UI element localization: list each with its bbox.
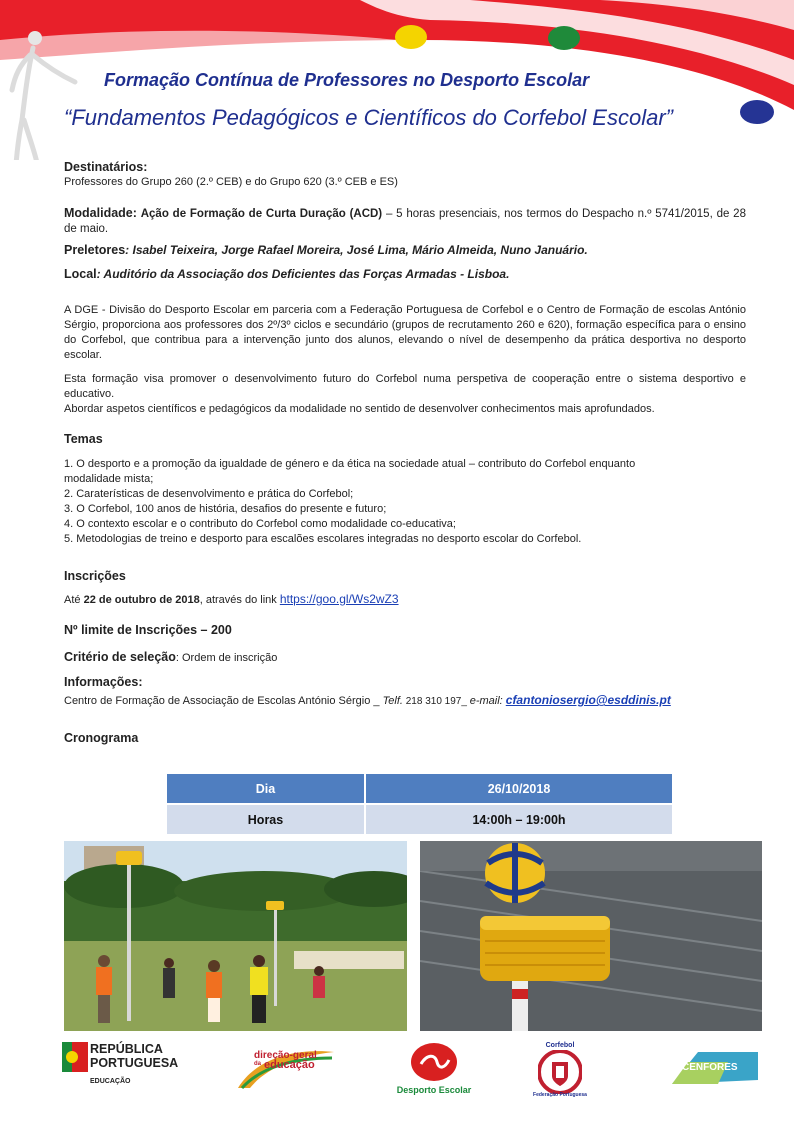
inscricoes-section bbox=[64, 569, 746, 608]
table-cell-value: 26/10/2018 bbox=[365, 773, 673, 804]
table-cell-label: Horas bbox=[166, 804, 365, 835]
inscricoes-date: 22 de outubro de 2018 bbox=[83, 594, 200, 606]
inscricoes-prefix: Até bbox=[64, 594, 84, 606]
temas-label: Temas bbox=[64, 432, 103, 446]
cronograma-label: Cronograma bbox=[64, 731, 139, 745]
preletores-text: : Isabel Teixeira, Jorge Rafael Moreira, José Lima, Mário Almeida, Nuno Januário. bbox=[125, 243, 588, 257]
header-subtitle: “Fundamentos Pedagógicos e Científicos do Corfebol Escolar” bbox=[64, 105, 673, 130]
intro-paragraph: Esta formação visa promover o desenvolvimento futuro do Corfebol numa perspetiva de cooperação entre o sistema desportivo e educativo. bbox=[64, 373, 746, 400]
intro-paragraph: Abordar aspetos científicos e pedagógicos da modalidade no sentido de desenvolver conhecimentos mais aprofundados. bbox=[64, 403, 655, 415]
inscricoes-link[interactable]: https://goo.gl/Ws2wZ3 bbox=[279, 592, 399, 606]
list-item: 3. O Corfebol, 100 anos de história, desafios do presente e futuro; bbox=[64, 503, 387, 515]
preletores-section bbox=[64, 243, 746, 258]
preletores-label: Preletores bbox=[64, 243, 126, 257]
informacoes-org: Centro de Formação de Associação de Escolas António Sérgio _ bbox=[64, 695, 383, 707]
logo-corfebol bbox=[530, 1040, 590, 1100]
limite-text: Nº limite de Inscrições – 200 bbox=[64, 623, 232, 637]
informacoes-label: Informações: bbox=[64, 675, 143, 689]
table-cell-label: Dia bbox=[166, 773, 365, 804]
logo-dge bbox=[236, 1040, 336, 1100]
cronograma-table bbox=[165, 772, 674, 836]
email-label: e-mail: bbox=[469, 695, 506, 707]
logo-republica-portuguesa bbox=[62, 1040, 182, 1100]
list-item: 1. O desporto e a promoção da igualdade de género e da ética na sociedade atual – contributo do Corfebol enquanto bbox=[64, 458, 636, 470]
local-text: : Auditório da Associação dos Deficientes das Forças Armadas - Lisboa. bbox=[96, 267, 510, 281]
criterio-text: Ordem de inscrição bbox=[181, 652, 278, 664]
telf-label: Telf. bbox=[382, 695, 403, 707]
destinatarios-text: Professores do Grupo 260 (2.º CEB) e do Grupo 620 (3.º CEB e ES) bbox=[64, 176, 398, 188]
logo-cenfores bbox=[668, 1040, 760, 1100]
photo-basket-closeup bbox=[420, 841, 762, 1031]
dge-line3: educação bbox=[264, 1059, 315, 1071]
cronograma-section bbox=[64, 731, 746, 747]
logo-desporto-escolar bbox=[383, 1040, 485, 1100]
local-section bbox=[64, 267, 746, 282]
temas-section bbox=[64, 432, 746, 547]
header-title: Formação Contínua de Professores no Desporto Escolar bbox=[104, 70, 590, 90]
desporto-escolar-label: Desporto Escolar bbox=[396, 1085, 472, 1095]
modalidade-label: Modalidade: bbox=[64, 206, 137, 220]
table-row bbox=[166, 773, 673, 804]
criterio-section bbox=[64, 650, 746, 666]
table-cell-value: 14:00h – 19:00h bbox=[365, 804, 673, 835]
destinatarios-label: Destinatários: bbox=[64, 160, 148, 174]
limite-section bbox=[64, 623, 746, 639]
dge-line2: da bbox=[254, 1061, 262, 1067]
list-item: 4. O contexto escolar e o contributo do Corfebol como modalidade co-educativa; bbox=[64, 518, 456, 530]
list-item: modalidade mista; bbox=[64, 473, 154, 485]
corfebol-label: Corfebol bbox=[545, 1042, 575, 1049]
criterio-label: Critério de seleção bbox=[64, 650, 176, 664]
informacoes-section bbox=[64, 675, 746, 709]
modalidade-section bbox=[64, 206, 746, 237]
criterio-sep: : bbox=[175, 652, 182, 664]
email-link[interactable]: cfantoniosergio@esddinis.pt bbox=[505, 693, 671, 707]
local-label: Local bbox=[64, 267, 97, 281]
modalidade-value: Ação de Formação de Curta Duração (ACD) bbox=[140, 208, 383, 220]
list-item: 5. Metodologias de treino e desporto para escalões escolares integradas no desporto escolar do Corfebol. bbox=[64, 533, 582, 545]
inscricoes-label: Inscrições bbox=[64, 569, 126, 583]
intro-section bbox=[64, 303, 746, 417]
corfebol-federacao: Federação Portuguesa bbox=[533, 1092, 587, 1098]
temas-list bbox=[64, 457, 746, 547]
republica-line1: REPÚBLICA bbox=[90, 1042, 163, 1056]
destinatarios-section bbox=[64, 160, 746, 190]
republica-line2: PORTUGUESA bbox=[90, 1056, 179, 1070]
list-item: 2. Caraterísticas de desenvolvimento e prática do Corfebol; bbox=[64, 488, 354, 500]
table-row bbox=[166, 804, 673, 835]
modalidade-text: – 5 horas presenciais, nos termos do Despacho n.º 5741/2015, de 28 de maio. bbox=[64, 208, 746, 235]
intro-paragraph: A DGE - Divisão do Desporto Escolar em parceria com a Federação Portuguesa de Corfebol e o Centro de Formação de escolas António Sérgio, proporciona aos professores dos 2º/3º ciclos e secundário (grupos de recrutamento 260 e 620), formação específica para o ensino do Corfebol, que contribua para a intervenção junto dos alunos, elevando o nível de desempenho da prática desportiva no desporto escolar. bbox=[64, 304, 746, 361]
telf-value: 218 310 197_ bbox=[402, 696, 470, 707]
inscricoes-middle: , através do link bbox=[199, 594, 280, 606]
photo-outdoor-game bbox=[64, 841, 407, 1031]
republica-line3: EDUCAÇÃO bbox=[90, 1078, 131, 1085]
dge-line1: direção-geral bbox=[254, 1050, 317, 1061]
cenfores-label: CENFORES bbox=[682, 1062, 738, 1073]
